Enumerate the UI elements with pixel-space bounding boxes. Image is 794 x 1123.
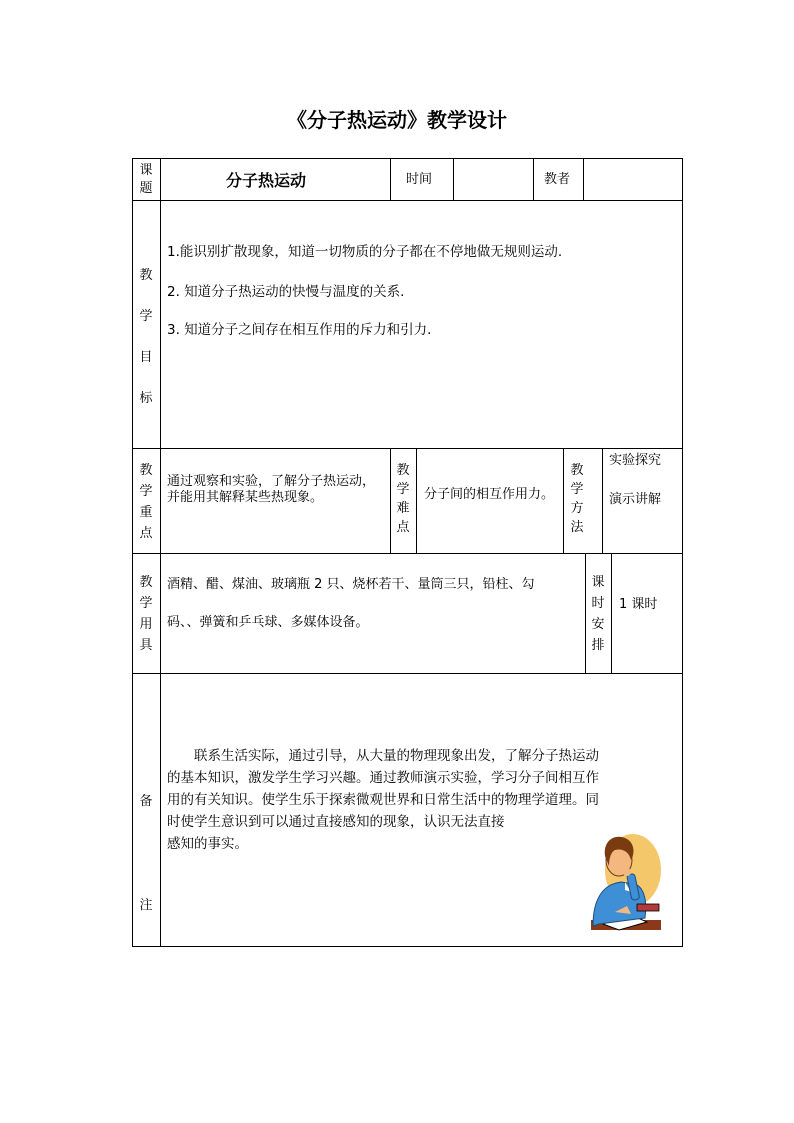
method-label: 教 学 方 法 <box>570 463 584 535</box>
objective-item: 2. 知道分子热运动的快慢与温度的关系. <box>167 284 405 300</box>
tools-text: 酒精、醋、煤油、玻璃瓶 2 只、烧杯若干、量筒三只，铅柱、勾 码、、弹簧和乒乓球、多媒体设备。 <box>167 577 535 630</box>
difficulty-text: 分子间的相互作用力。 <box>424 487 555 502</box>
key-points-text: 通过观察和实验，了解分子热运动， 并能用其解释某些热现象。 <box>167 474 376 505</box>
teacher-label: 教者 <box>544 172 571 187</box>
page-title: 《分子热运动》教学设计 <box>287 108 507 132</box>
tools-label: 教 学 用 具 <box>139 575 153 653</box>
objective-item: 1.能识别扩散现象，知道一切物质的分子都在不停地做无规则运动. <box>167 244 563 260</box>
hours-label: 课 时 安 排 <box>591 575 605 653</box>
key-points-label: 教 学 重 点 <box>139 463 153 541</box>
hours-value: 1 课时 <box>619 597 658 612</box>
method-item: 实验探究 <box>609 453 662 468</box>
objective-item: 3. 知道分子之间存在相互作用的斥力和引力. <box>167 322 432 338</box>
time-label: 时间 <box>406 172 433 187</box>
remarks-label: 备 注 <box>139 794 153 913</box>
teacher-thinking-clipart <box>585 826 665 934</box>
difficulty-label: 教 学 难 点 <box>396 463 410 535</box>
topic-value: 分子热运动 <box>226 171 307 190</box>
remarks-text: 联系生活实际，通过引导，从大量的物理现象出发，了解分子热运动 的基本知识，激发学生学习兴趣。通过教师演示实验，学习分子间相互作 用的有关知识。使学生乐于探索微观世界和日常生活中的物理学道理。同 时使学生意识到可以通过直接感知的现象，认识无法直接 感知的事实。 <box>167 748 599 852</box>
objectives-label: 教 学 目 标 <box>139 268 153 406</box>
method-item: 演示讲解 <box>609 492 662 507</box>
topic-label: 课 题 <box>139 163 153 196</box>
